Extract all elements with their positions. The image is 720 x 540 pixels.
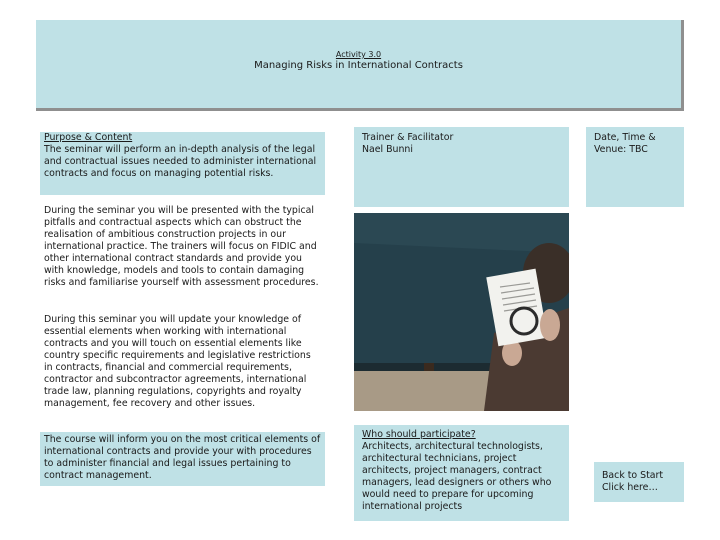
back-to-start-label: Back to Start: [602, 470, 664, 481]
trainer-box: [354, 127, 569, 207]
purpose-box: [40, 132, 325, 195]
activity-label: Activity 3.0: [335, 50, 382, 59]
seminar-paragraph-1: During the seminar you will be presented with the typical pitfalls and contractual aspects which can obstruct the realisation of ambitious construction projects in our international practice. The trainers will focus on FIDIC and other international contract standards and provide you with knowledge, models and tools to contain damaging risks and familiarise yourself with assessment procedures.: [44, 205, 319, 288]
purpose-text: The seminar will perform an in-depth analysis of the legal and contractual issues needed to administer international contracts and focus on managing potential risks.: [44, 144, 317, 179]
course-info-box: [40, 432, 325, 486]
participants-box: [354, 425, 569, 521]
photo-illustration: [354, 213, 569, 411]
click-here-label: Click here…: [602, 482, 658, 493]
trainer-name: Nael Bunni: [362, 144, 413, 155]
participants-text: Architects, architectural technologists, architectural technicians, project architects, project managers, contract managers, lead designers or others who would need to prepare for upcoming international projects: [362, 441, 552, 512]
participants-heading: Who should participate?: [362, 429, 476, 440]
photo-person-reading: [354, 213, 569, 411]
venue-text: Date, Time & Venue: TBC: [594, 132, 656, 155]
purpose-heading: Purpose & Content: [44, 132, 133, 143]
back-to-start-button[interactable]: [594, 462, 684, 502]
title-banner: [36, 20, 684, 111]
page-title: Managing Risks in International Contracts: [254, 60, 463, 71]
seminar-paragraph-3: The course will inform you on the most critical elements of international contracts and provide your with procedures to administer financial and legal issues pertaining to contract management.: [44, 434, 321, 481]
trainer-label: Trainer & Facilitator: [362, 132, 454, 143]
seminar-paragraph-2: During this seminar you will update your knowledge of essential elements when working with international contracts and you will touch on essential elements like country specific requirements and legislative restrictions in contracts, financial and commercial requirements, contractor and subcontractor agreements, international trade law, planning regulations, copyrights and royalty management, fee recovery and other issues.: [44, 314, 311, 409]
venue-box: [586, 127, 684, 207]
